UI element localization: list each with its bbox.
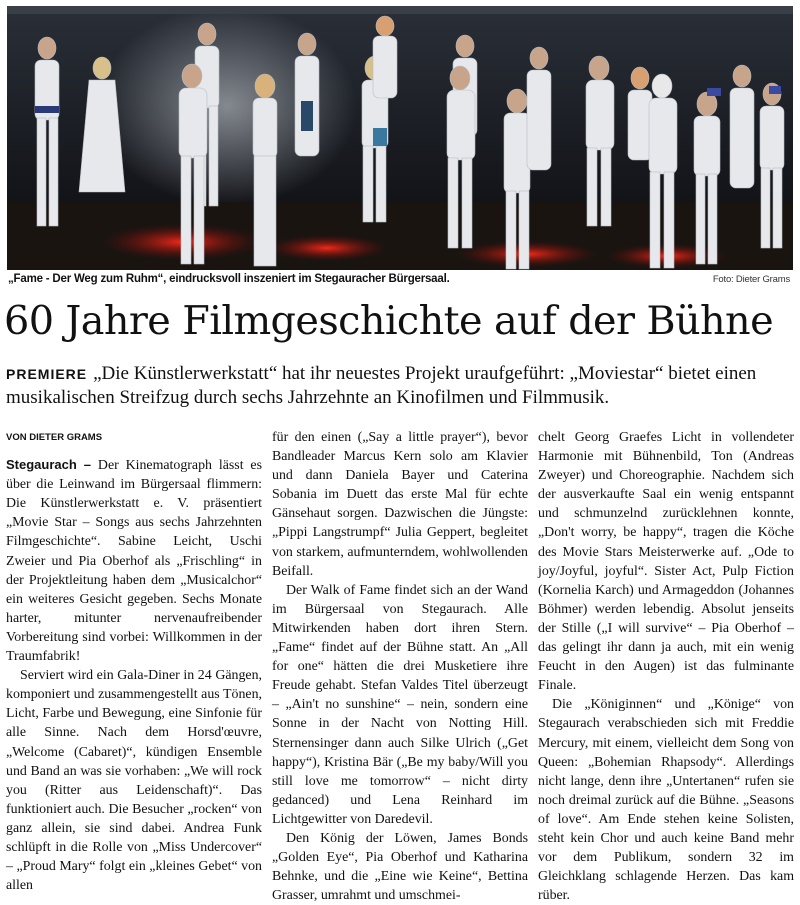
article-column-1	[6, 428, 262, 895]
paragraph-text: Der Kinematograph lässt es über die Leinwand im Bürgersaal flimmern: Die Künstlerwerkstatt e. V. präsentiert „Movie Star – Songs aus sechs Jahrzehnten Filmgeschichte“. Sabine Leicht, Uschi Zweier und Pia Oberhof als „Frischling“ in der Projektleitung haben dem „Musicalchor“ ein weiteres Gesicht gegeben. Sechs Monate harter, mitunter nervenaufreibender Vorbereitung sind vorbei: Willkommen in der Traumfabrik!	[6, 458, 262, 665]
article-column-3	[538, 428, 794, 905]
deck-text: „Die Künstlerwerkstatt“ hat ihr neuestes Projekt uraufgeführt: „Moviestar“ bietet einen musikalischen Streifzug durch sechs Jahrzehnte an Kinofilmen und Filmmusik.	[6, 363, 757, 408]
paragraph: Den König der Löwen, James Bonds „Golden Eye“, Pia Oberhof und Katharina Behnke, und die „Eine wie Keine“, Bettina Grasser, umrahmt und umschmei-	[272, 830, 528, 904]
photo-caption	[8, 273, 792, 289]
paragraph: chelt Georg Graefes Licht in vollendeter Harmonie mit Bühnenbild, Ton (Andreas Zweyer) und Choreographie. Nachdem sich der ausverkaufte Saal ein wenig entspannt und schmunzelnd zurücklehnen konnte, „Don't worry, be happy“, tragen die Köche des Movie Stars Meisterwerke auf. „Ode to joy/Joyful, joyful“. Sister Act, Pulp Fiction (Kornelia Karch) und Armageddon (Johannes Böhmer) werden lebendig. Absolut jenseits der Stille („I will survive“ – Pia Oberhof – das gelingt ihr dann ja auch, mit ein wenig Feucht in den Augen) ist das fulminante Finale.	[538, 430, 794, 694]
headline: 60 Jahre Filmgeschichte auf der Bühne	[4, 299, 774, 344]
dateline: Stegaurach –	[6, 457, 92, 473]
photo-credit: Foto: Dieter Grams	[712, 274, 790, 285]
stage-photo-illustration	[7, 6, 793, 270]
paragraph: Der Walk of Fame findet sich an der Wand im Bürgersaal von Stegaurach. Alle Mitwirkenden haben dort ihren Stern. „Fame“ findet auf der Bühne statt. An „All for one“ hätten die drei Musketiere ihre Freude gehabt. Stefan Valdes Titel überzeugt – „Ain't no sunshine“ – nein, sondern eine Sonne in der Nacht von Notting Hill. Sternensinger dann auch Silke Ulrich („Get happy“), Kristina Bär („Be my baby/Will you still love me tomorrow“ – nicht dirty gedanced) und Lena Reinhard im Lichtgewitter von Daredevil.	[272, 582, 528, 827]
caption-text: „Fame - Der Weg zum Ruhm“, eindrucksvoll inszeniert im Stegauracher Bürgersaal.	[8, 273, 450, 285]
paragraph	[6, 455, 262, 666]
paragraph: Serviert wird ein Gala-Diner in 24 Gängen, komponiert und zusammengestellt aus Tönen, Licht, Farbe und Bewegung, eine Sinfonie für alle Sinne. Nach dem Horsd'œuvre, „Welcome (Cabaret)“, kündigen Ensemble und Band an was sie vorhaben: „We will rock you (Ritter aus Leidenschaft)“. Das funktioniert auch. Die Besucher „rocken“ von ganz allein, sie sind dabei. Andrea Funk schlüpft in die Rolle von „Miss Undercover“ – „Proud Mary“ folgt ein „kleines Gebet“ von allen	[6, 668, 262, 894]
article-column-2	[272, 428, 528, 905]
byline: VON DIETER GRAMS	[6, 432, 103, 443]
paragraph: für den einen („Say a little prayer“), bevor Bandleader Marcus Kern solo am Klavier und dann Daniela Bayer und Caterina Sobania im Duett das erste Mal für echte Gänsehaut sorgen. Dazwischen die Jüngste: „Pippi Langstrumpf“ Julia Geppert, begleitet von starkem, aufmunterndem, wohlwollenden Beifall.	[272, 430, 528, 579]
deck-kicker: PREMIERE	[6, 366, 88, 382]
deck	[6, 362, 796, 410]
paragraph: Die „Königinnen“ und „Könige“ von Stegaurach verabschieden sich mit Freddie Mercury, mit einem, vielleicht dem Song von Queen: „Bohemian Rhapsody“. Allerdings nicht lange, denn ihre „Untertanen“ rufen sie noch dreimal zurück auf die Bühne. „Seasons of love“. Am Ende stehen keine Solisten, steht kein Chor und auch keine Band mehr vor dem Publikum, sondern 32 im Gleichklang schlagende Herzen. Das kam rüber.	[538, 697, 794, 904]
stage-photo	[7, 6, 793, 270]
